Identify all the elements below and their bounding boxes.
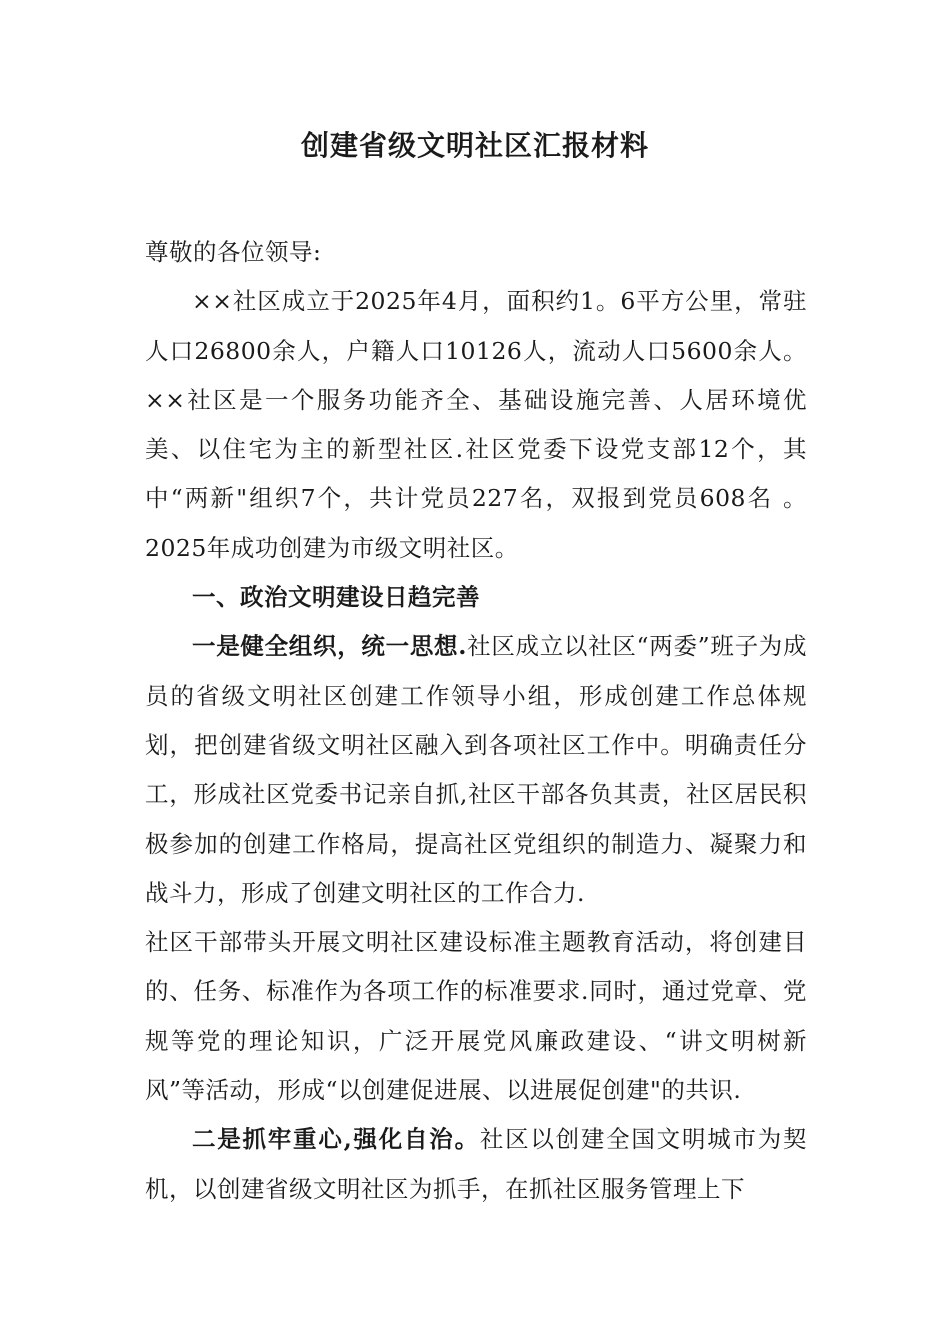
item1-continuation: 社区干部带头开展文明社区建设标准主题教育活动，将创建目的、任务、标准作为各项工作的标准要求.同时，通过党章、党规等党的理论知识，广泛开展党风廉政建设、“讲文明树新风”等活动，形成“以创建促进展、以进展促创建"的共识. <box>145 928 807 1105</box>
item1-text: 社区成立以社区“两委”班子为成员的省级文明社区创建工作领导小组，形成创建工作总体规划，把创建省级文明社区融入到各项社区工作中。明确责任分工，形成社区党委书记亲自抓,社区干部各负其责，社区居民积极参加的创建工作格局，提高社区党组织的制造力、凝聚力和战斗力，形成了创建文明社区的工作合力. <box>145 632 807 907</box>
section-heading: 一、政治文明建设日趋完善 <box>192 583 480 612</box>
item2-text: 社区以创建全国文明城市为契机，以创建省级文明社区为抓手，在抓社区服务管理上下 <box>145 1125 807 1203</box>
document-body <box>145 228 807 1214</box>
intro-paragraph: ××社区成立于2025年4月，面积约1。6平方公里，常驻人口26800余人，户籍人口10126人，流动人口5600余人。××社区是一个服务功能齐全、基础设施完善、人居环境优美、以住宅为主的新型社区.社区党委下设党支部12个，其中“两新"组织7个，共计党员227名，双报到党员608名 。2025年成功创建为市级文明社区。 <box>145 287 807 562</box>
item1-paragraph <box>145 622 807 918</box>
item2-paragraph <box>145 1115 807 1214</box>
document-title: 创建省级文明社区汇报材料 <box>300 129 649 162</box>
item1-lead: 一是健全组织，统一思想. <box>192 632 467 661</box>
item2-lead: 二是抓牢重心,强化自治。 <box>192 1125 480 1154</box>
salutation: 尊敬的各位领导: <box>145 238 322 266</box>
